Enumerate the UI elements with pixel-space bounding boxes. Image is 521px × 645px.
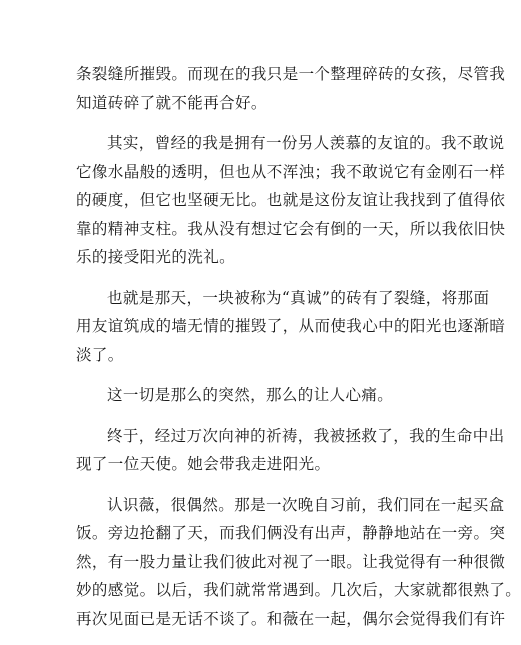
- paragraph-1: [76, 60, 506, 117]
- text-line: 淡了。: [76, 345, 124, 364]
- text-line: 也就是那天，一块被称为“真诚”的砖有了裂缝，将那面: [107, 288, 490, 307]
- body-text: [76, 60, 521, 645]
- text-line: 的硬度，但它也坚硬无比。也就是这份友谊让我找到了值得依: [76, 191, 506, 209]
- text-line: 靠的精神支柱。我从没有想过它会有倒的一天，所以我依旧快: [76, 219, 506, 238]
- text-line: 现了一位天使。她会带我走进阳光。: [76, 455, 331, 473]
- paragraph-6: [76, 491, 521, 634]
- paragraph-4: [76, 381, 428, 410]
- paragraph-3: [76, 284, 506, 370]
- text-line: 饭。旁边抢翻了天，而我们俩没有出声，静静地站在一旁。突: [76, 524, 506, 542]
- paragraph-2: [76, 129, 506, 272]
- text-line: 知道砖碎了就不能再合好。: [76, 93, 267, 112]
- text-line: 认识薇，很偶然。那是一次晚自习前，我们同在一起买盒: [107, 495, 505, 514]
- text-line: 乐的接受阳光的洗礼。: [76, 248, 236, 266]
- paragraph-5: [76, 422, 505, 479]
- text-line: 这一切是那么的突然，那么的让人心痛。: [107, 386, 394, 404]
- text-line: 再次见面已是无话不谈了。和薇在一起，偶尔会觉得我们有许: [76, 609, 506, 628]
- text-line: 妙的感觉。以后，我们就常常遇到。几次后，大家就都很熟了。: [76, 581, 521, 599]
- text-line: 其实，曾经的我是拥有一份另人羡慕的友谊的。我不敢说: [107, 134, 505, 152]
- text-line: 用友谊筑成的墙无情的摧毁了，从而使我心中的阳光也逐渐暗: [76, 317, 506, 335]
- text-line: 终于，经过万次向神的祈祷，我被拯救了，我的生命中出: [107, 426, 505, 445]
- text-line: 然，有一股力量让我们彼此对视了一眼。让我觉得有一种很微: [76, 552, 506, 571]
- text-line: 条裂缝所摧毁。而现在的我只是一个整理碎砖的女孩，尽管我: [76, 65, 506, 83]
- text-line: 它像水晶般的透明，但也从不浑浊；我不敢说它有金刚石一样: [76, 162, 506, 181]
